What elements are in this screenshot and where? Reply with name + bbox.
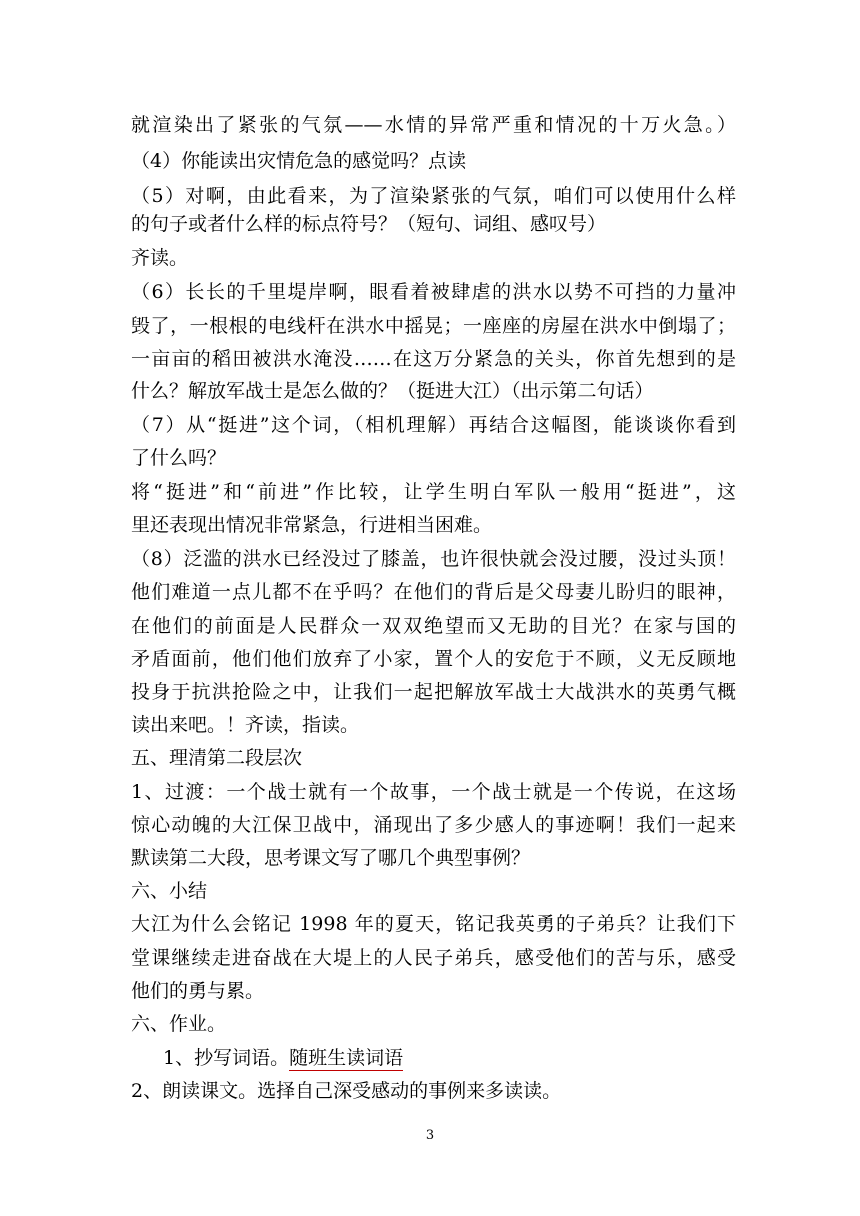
text-line: 堂课继续走进奋战在大堤上的人民子弟兵，感受他们的苦与乐，感受: [131, 947, 736, 969]
text-line: 大江为什么会铭记 1998 年的夏天，铭记我英勇的子弟兵？让我们下: [131, 913, 736, 935]
text-line: 惊心动魄的大江保卫战中，涌现出了多少感人的事迹啊！我们一起来: [131, 814, 736, 836]
text-line: 就渲染出了紧张的气氛——水情的异常严重和情况的十万火急。）: [131, 114, 736, 136]
section-heading: 六、小结: [131, 880, 208, 902]
text-line: 投身于抗洪抢险之中，让我们一起把解放军战士大战洪水的英勇气概: [131, 681, 736, 703]
text-line: 将“挺进”和“前进”作比较，让学生明白军队一般用“挺进”，这: [131, 481, 736, 503]
section-heading: 六、作业。: [131, 1013, 227, 1035]
text-line: 的句子或者什么样的标点符号？（短句、词组、感叹号）: [131, 213, 607, 235]
text-line: 他们的勇与累。: [131, 980, 265, 1002]
text-line: （7）从“挺进”这个词，（相机理解）再结合这幅图，能谈谈你看到: [131, 414, 736, 436]
underlined-note: 随班生读词语: [289, 1047, 404, 1069]
text-line: 什么？解放军战士是怎么做的？（挺进大江）（出示第二句话）: [131, 380, 654, 402]
section-heading: 五、理清第二段层次: [131, 747, 303, 769]
text-line: 了什么吗？: [131, 447, 227, 469]
text-line: 1、过渡：一个战士就有一个故事，一个战士就是一个传说，在这场: [131, 781, 736, 803]
text-line: 读出来吧。！齐读，指读。: [131, 714, 360, 736]
homework-item-2: 2、朗读课文。选择自己深受感动的事例来多读读。: [131, 1080, 562, 1102]
page-number: 3: [425, 1128, 435, 1143]
text-line: 他们难道一点儿都不在乎吗？在他们的背后是父母妻儿盼归的眼神，: [131, 581, 736, 603]
text-line: （8）泛滥的洪水已经没过了膝盖，也许很快就会没过腰，没过头顶！: [131, 548, 736, 570]
text-line: 矛盾面前，他们他们放弃了小家，置个人的安危于不顾，义无反顾地: [131, 648, 736, 670]
text-line: 一亩亩的稻田被洪水淹没……在这万分紧急的关头，你首先想到的是: [131, 348, 736, 370]
text-line: （4）你能读出灾情危急的感觉吗？点读: [131, 150, 467, 172]
text-line: 毁了，一根根的电线杆在洪水中摇晃；一座座的房屋在洪水中倒塌了；: [131, 315, 736, 337]
text-line: 齐读。: [131, 247, 189, 269]
text-line: （5）对啊，由此看来，为了渲染紧张的气氛，咱们可以使用什么样: [131, 185, 736, 207]
text-line: 里还表现出情况非常紧急，行进相当困难。: [131, 514, 493, 536]
text-line: （6）长长的千里堤岸啊，眼看着被肆虐的洪水以势不可挡的力量冲: [131, 281, 736, 303]
text-line: 在他们的前面是人民群众一双双绝望而又无助的目光？在家与国的: [131, 615, 736, 637]
homework-item-1: [163, 1040, 768, 1076]
text-line: 默读第二大段，思考课文写了哪几个典型事例？: [131, 847, 531, 869]
homework-item-1-text: 1、抄写词语。: [163, 1047, 290, 1069]
